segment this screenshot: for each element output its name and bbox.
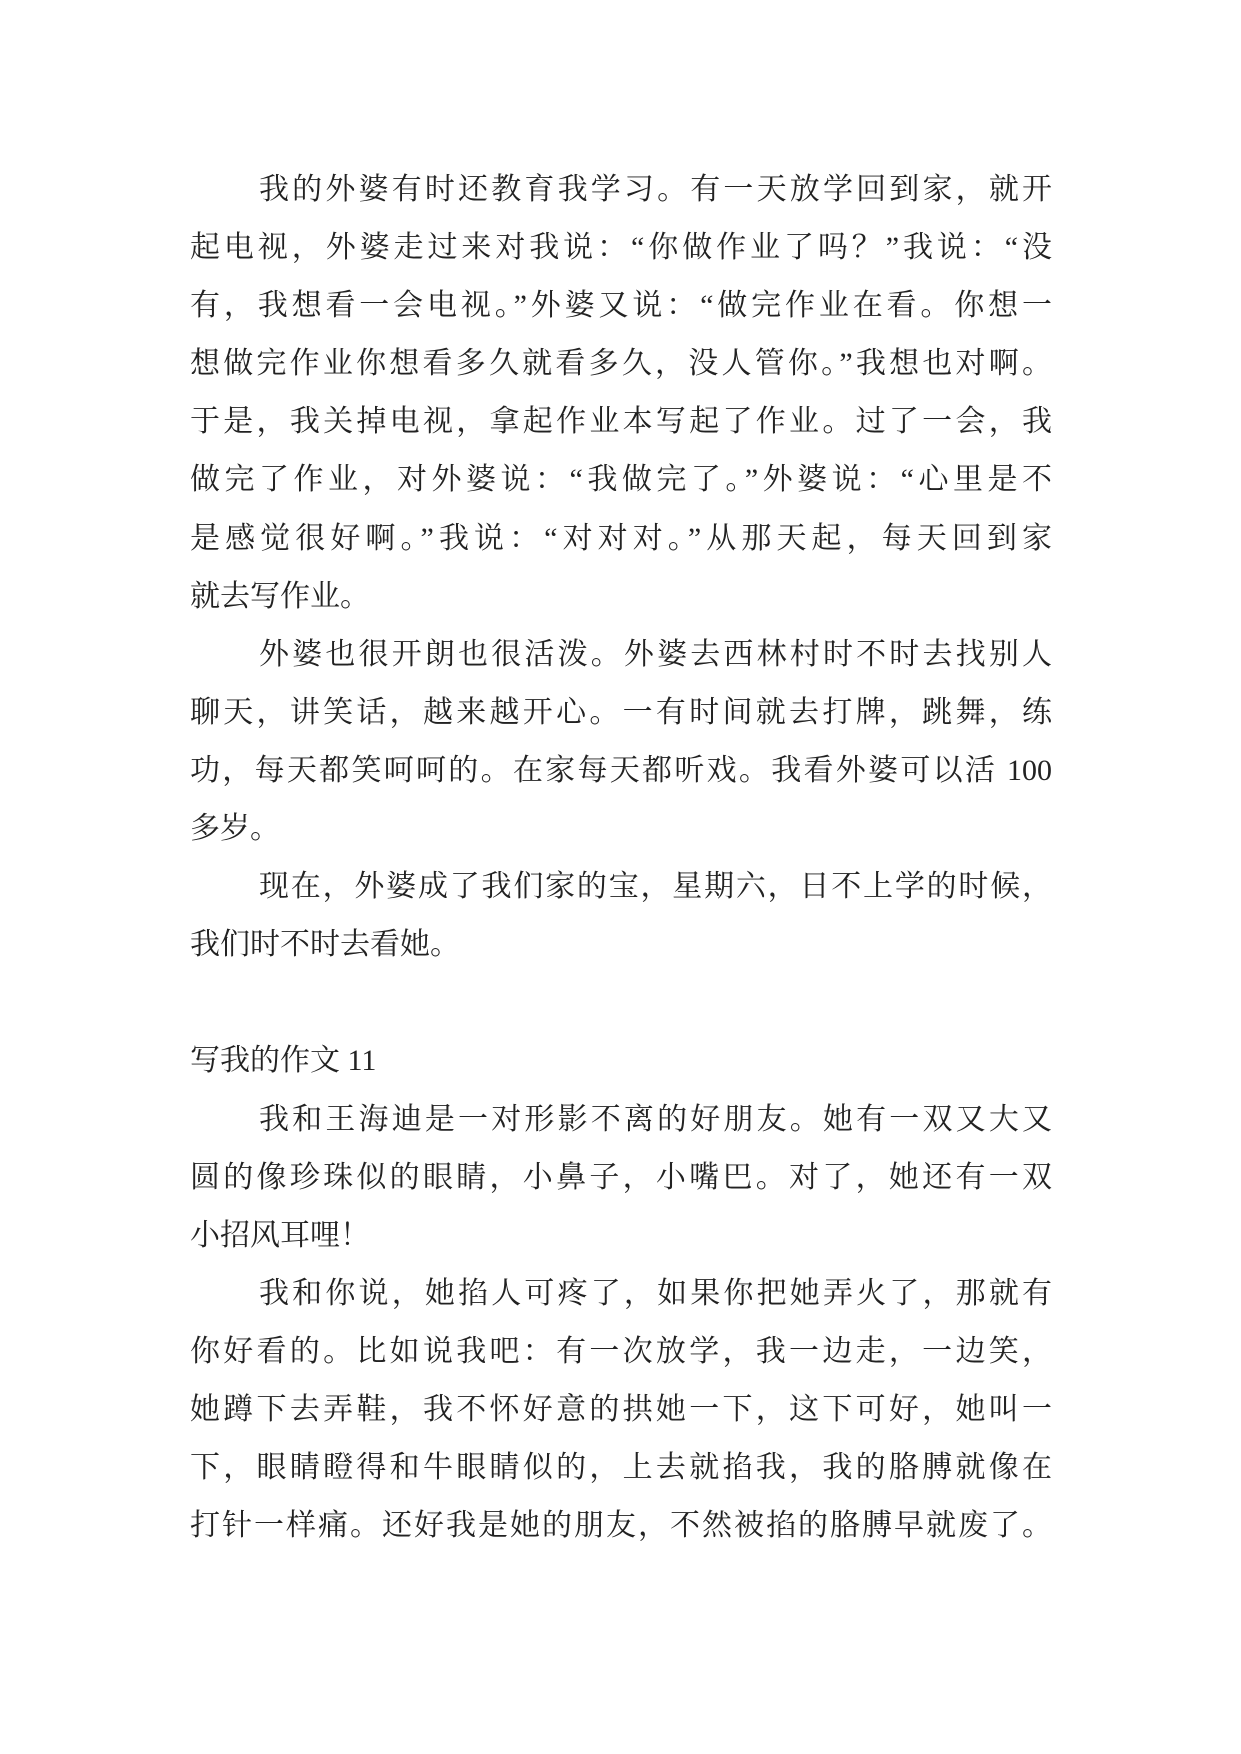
text-line: 打针一样痛。还好我是她的朋友，不然被掐的胳膊早就废了。	[190, 1509, 1052, 1543]
text-line: 多岁。	[190, 812, 280, 846]
text-line: 想做完作业你想看多久就看多久，没人管你。”我想也对啊。	[190, 347, 1052, 381]
text-line: 你好看的。比如说我吧：有一次放学，我一边走，一边笑，	[190, 1334, 1052, 1368]
text-line: 我的外婆有时还教育我学习。有一天放学回到家，就开	[259, 173, 1052, 206]
blank-line	[190, 974, 1052, 1032]
paragraph	[190, 858, 1052, 974]
text-line: 外婆也很开朗也很活泼。外婆去西林村时不时去找别人	[259, 637, 1052, 671]
text-line: 我和你说，她掐人可疼了，如果你把她弄火了，那就有	[259, 1276, 1052, 1310]
text-line: 圆的像珍珠似的眼睛，小鼻子，小嘴巴。对了，她还有一双	[190, 1160, 1052, 1194]
text-line: 她蹲下去弄鞋，我不怀好意的拱她一下，这下可好，她叫一	[190, 1392, 1052, 1426]
text-line: 于是，我关掉电视，拿起作业本写起了作业。过了一会，我	[190, 405, 1052, 439]
text-line: 起电视，外婆走过来对我说：“你做作业了吗？”我说：“没	[190, 231, 1052, 265]
text-line: 做完了作业，对外婆说：“我做完了。”外婆说：“心里是不	[190, 463, 1052, 497]
text-line: 是感觉很好啊。”我说：“对对对。”从那天起，每天回到家	[190, 521, 1052, 555]
text-line: 我们时不时去看她。	[190, 928, 460, 962]
text-line: 有，我想看一会电视。”外婆又说：“做完作业在看。你想一	[190, 289, 1052, 323]
essay-title: 写我的作文 11	[190, 1044, 377, 1078]
text-line: 我和王海迪是一对形影不离的好朋友。她有一双又大又	[259, 1102, 1052, 1136]
paragraph	[190, 626, 1052, 858]
text-line: 小招风耳哩！	[190, 1218, 370, 1252]
paragraph	[190, 1091, 1052, 1265]
paragraph	[190, 1265, 1052, 1555]
document-body	[190, 161, 1052, 1555]
text-line: 下，眼睛瞪得和牛眼睛似的，上去就掐我，我的胳膊就像在	[190, 1451, 1052, 1485]
paragraph	[190, 161, 1052, 626]
text-line: 就去写作业。	[190, 579, 370, 613]
text-line: 现在，外婆成了我们家的宝，星期六，日不上学的时候，	[259, 870, 1052, 904]
text-line: 聊天，讲笑话，越来越开心。一有时间就去打牌，跳舞，练	[190, 695, 1052, 729]
text-line: 功，每天都笑呵呵的。在家每天都听戏。我看外婆可以活 100	[190, 753, 1052, 787]
